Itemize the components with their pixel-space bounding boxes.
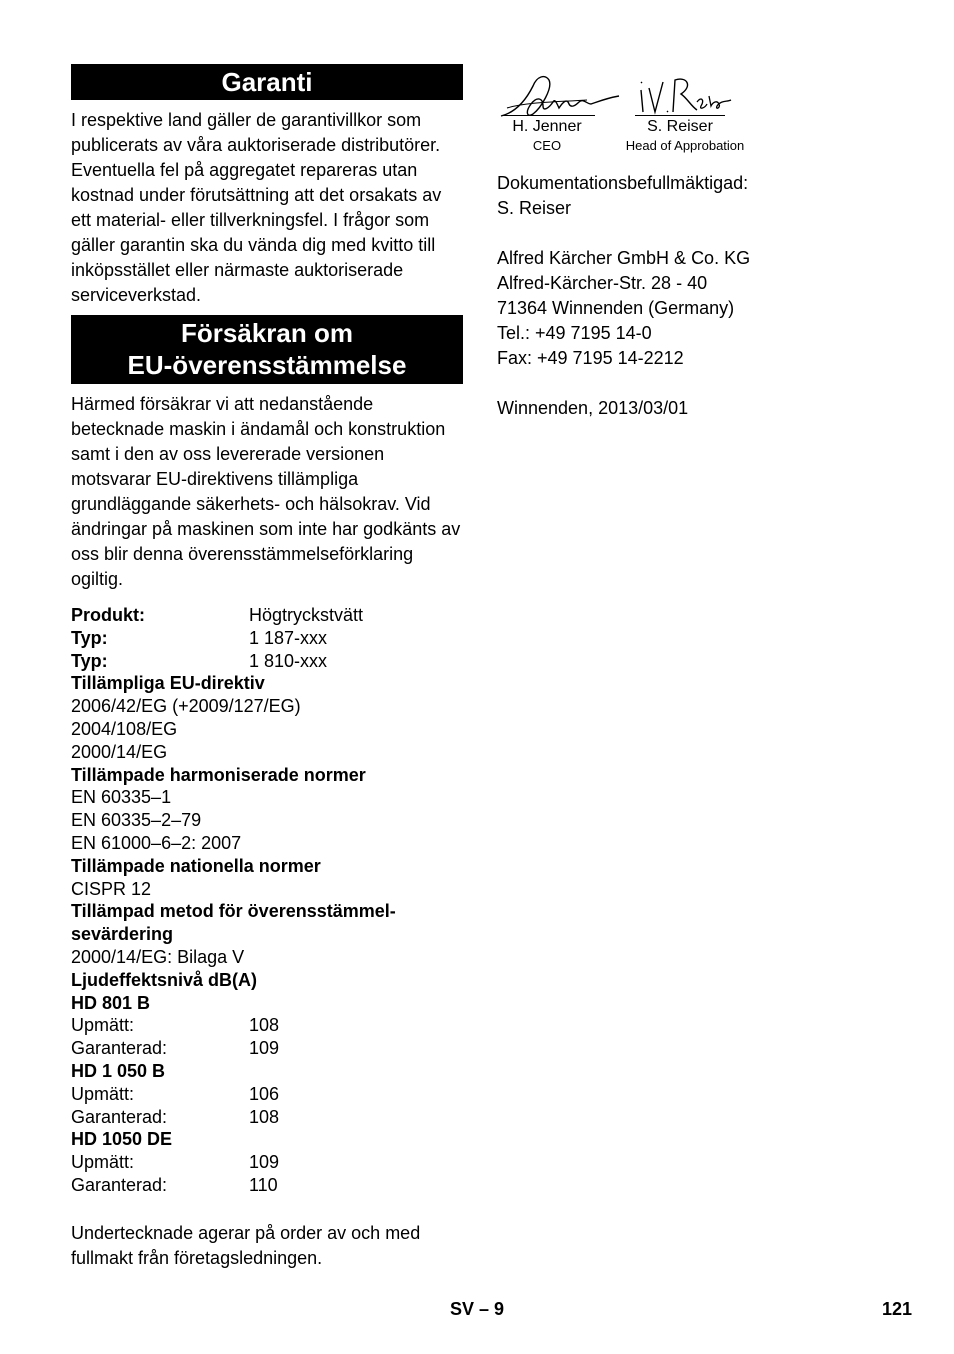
declaration-text: Härmed försäkrar vi att nedanstående betecknade maskin i ändamål och konstruktion samt i den av oss levererade versionen motsvarar EU-direktivens tillämpliga grundläggande säkerhets- och hälsokrav. Vid ändringar på maskinen som inte har godkänts av oss blir denna överensstämmelseförklaring ogiltig.: [71, 394, 461, 589]
type-row: [71, 650, 463, 673]
type-value: 1 810-xxx: [249, 650, 328, 671]
place-date: Winnenden, 2013/03/01: [497, 398, 689, 418]
directives-heading: Tillämpliga EU-direktiv: [71, 673, 265, 694]
company-city: 71364 Winnenden (Germany): [497, 298, 735, 318]
jenner-role: CEO: [532, 138, 562, 153]
product-label: Produkt:: [71, 605, 145, 625]
measured-value: 108: [249, 1015, 280, 1036]
company-street: Alfred-Kärcher-Str. 28 - 40: [497, 273, 708, 293]
method-heading-line2: sevärdering: [71, 924, 174, 945]
guaranteed-row: [71, 1037, 463, 1060]
signature-line: [635, 115, 725, 116]
sound-heading: Ljudeffektsnivå dB(A): [71, 969, 258, 990]
measured-label: Upmätt:: [71, 1083, 135, 1104]
harmonised-heading: Tillämpade harmoniserade normer: [71, 764, 366, 785]
garanti-heading: Garanti: [71, 64, 463, 100]
product-value: Högtryckstvätt: [249, 605, 364, 625]
company-name: Alfred Kärcher GmbH & Co. KG: [497, 248, 751, 268]
measured-row: [71, 1151, 463, 1174]
guaranteed-value: 108: [249, 1106, 280, 1127]
national-heading: Tillämpade nationella normer: [71, 855, 321, 876]
declaration-heading-line1: Försäkran om: [181, 318, 353, 348]
type-row: [71, 627, 463, 650]
guaranteed-value: 110: [249, 1174, 278, 1195]
company-fax: Fax: +49 7195 14-2212: [497, 348, 684, 368]
company-tel: Tel.: +49 7195 14-0: [497, 323, 652, 343]
model-name: HD 1050 DE: [71, 1129, 173, 1150]
signing-note: Undertecknade agerar på order av och med fullmakt från företagsledningen.: [71, 1222, 421, 1268]
signature-line: [503, 115, 595, 116]
harmonised-item: EN 60335–1: [71, 787, 172, 808]
garanti-text: I respektive land gäller de garantivillkor som publicerats av våra auktoriserade distributörer. Eventuella fel på aggregatet repareras utan kostnad under förutsättning att det orsakats av ett material- eller tillverkningsfel. I frågor som gäller garantin ska du vända dig med kvitto till inköpsstället eller närmaste auktoriserade serviceverkstad.: [71, 110, 442, 305]
type-label: Typ:: [71, 650, 108, 671]
harmonised-item: EN 60335–2–79: [71, 810, 202, 831]
guaranteed-label: Garanterad:: [71, 1174, 168, 1195]
measured-label: Upmätt:: [71, 1152, 135, 1173]
documentation-label: Dokumentationsbefullmäktigad:: [497, 173, 749, 193]
reiser-signature-icon: [635, 72, 735, 118]
guaranteed-value: 109: [249, 1038, 280, 1059]
measured-row: [71, 1083, 463, 1106]
method-heading-line1: Tillämpad metod för överensstämmel-: [71, 901, 396, 922]
footer-section: SV – 9: [449, 1299, 505, 1319]
harmonised-item: EN 61000–6–2: 2007: [71, 832, 242, 853]
product-row: [71, 604, 463, 627]
documentation-block: [497, 171, 897, 221]
right-column: [497, 64, 897, 421]
company-block: [497, 246, 897, 371]
model-name: HD 801 B: [71, 992, 151, 1013]
guaranteed-row: [71, 1174, 463, 1197]
jenner-name: H. Jenner: [512, 118, 582, 135]
guaranteed-label: Garanterad:: [71, 1038, 168, 1059]
spec-block: [71, 604, 463, 1197]
page-number: 121: [881, 1299, 912, 1319]
measured-label: Upmätt:: [71, 1015, 135, 1036]
national-item: CISPR 12: [71, 878, 152, 899]
declaration-heading-line2: EU-överensstämmelse: [127, 350, 407, 380]
directive-item: 2006/42/EG (+2009/127/EG): [71, 696, 301, 717]
type-value: 1 187-xxx: [249, 627, 328, 648]
signature-block: [497, 64, 897, 164]
measured-value: 106: [249, 1083, 280, 1104]
documentation-name: S. Reiser: [497, 198, 572, 218]
reiser-role: Head of Approbation: [625, 138, 745, 153]
directive-item: 2000/14/EG: [71, 741, 168, 762]
type-label: Typ:: [71, 627, 108, 648]
left-column: [71, 64, 463, 1271]
guaranteed-row: [71, 1106, 463, 1129]
directive-item: 2004/108/EG: [71, 718, 178, 739]
measured-value: 109: [249, 1152, 280, 1173]
measured-row: [71, 1014, 463, 1037]
model-name: HD 1 050 B: [71, 1060, 166, 1081]
reiser-name: S. Reiser: [647, 118, 713, 135]
declaration-heading: [71, 315, 463, 384]
guaranteed-label: Garanterad:: [71, 1106, 168, 1127]
method-value: 2000/14/EG: Bilaga V: [71, 946, 245, 967]
